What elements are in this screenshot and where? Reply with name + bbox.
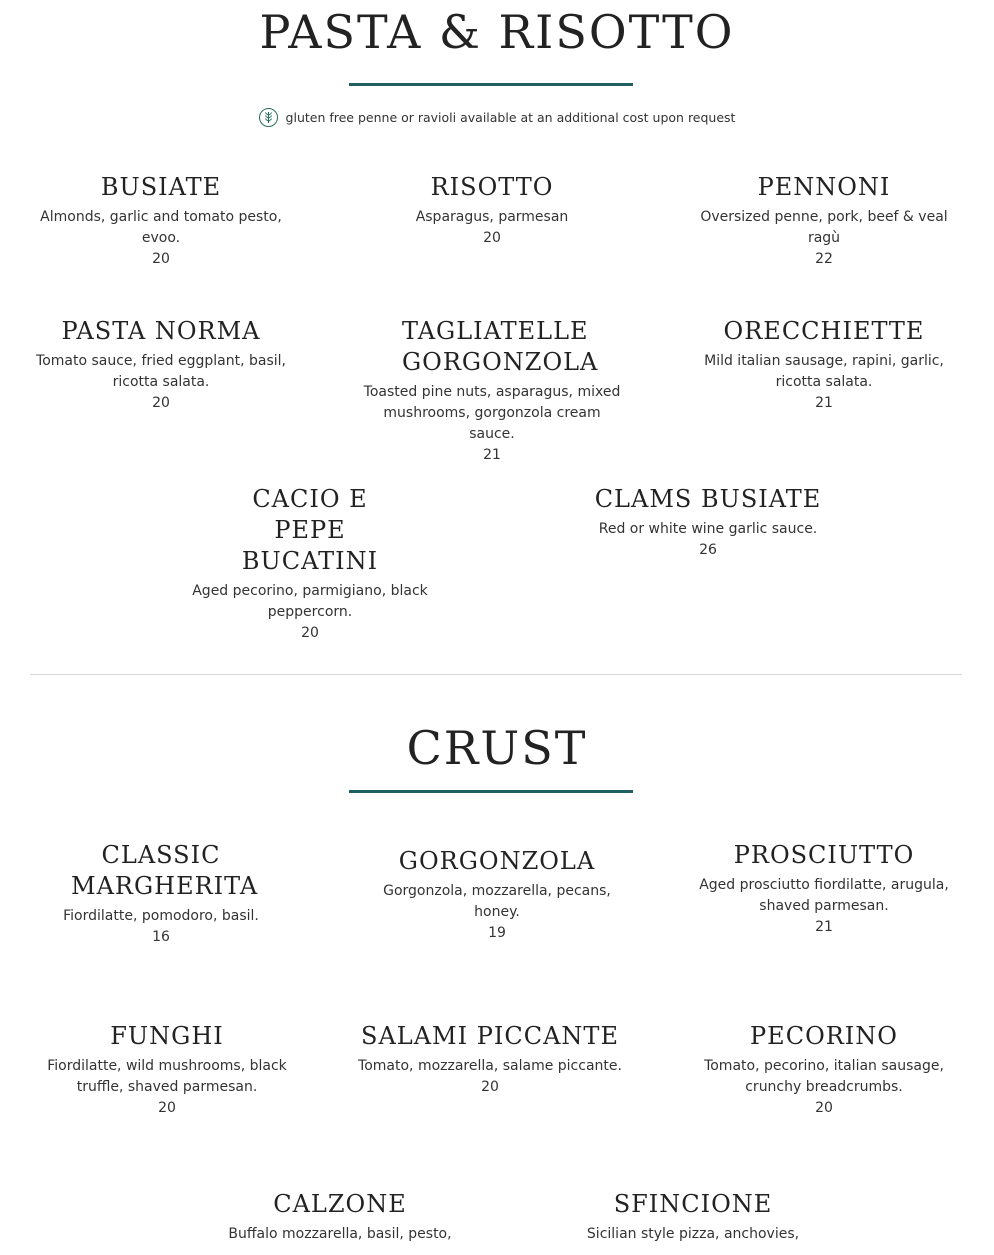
menu-item-prosciutto (689, 840, 959, 938)
gluten-free-note-text: gluten free penne or ravioli available at an additional cost upon request (285, 110, 736, 125)
item-price: 22 (815, 251, 833, 267)
item-name: BUSIATE (100, 173, 222, 201)
item-description: Tomato, mozzarella, salame piccante. (358, 1058, 622, 1074)
menu-item-risotto (362, 172, 622, 249)
item-name: TAGLIATELLE GORGONZOLA (402, 317, 599, 376)
menu-item-clams-busiate (578, 484, 838, 561)
item-name: PECORINO (750, 1022, 898, 1050)
menu-item-pasta-norma (31, 316, 291, 414)
item-price: 19 (488, 925, 506, 941)
item-name: CACIO E PEPE BUCATINI (241, 485, 379, 575)
crust-title-underline (349, 790, 633, 793)
item-name: RISOTTO (430, 173, 554, 201)
menu-item-funghi (37, 1021, 297, 1119)
item-description: Almonds, garlic and tomato pesto, evoo. (40, 209, 282, 246)
menu-item-cacio-e-pepe-bucatini (180, 484, 440, 644)
item-name: CALZONE (273, 1190, 407, 1218)
menu-item-calzone (210, 1189, 470, 1245)
item-description: Gorgonzola, mozzarella, pecans, honey. (383, 883, 611, 920)
item-price: 26 (699, 542, 717, 558)
menu-item-busiate (31, 172, 291, 270)
item-description: Sicilian style pizza, anchovies, (586, 1226, 800, 1242)
item-name: CLAMS BUSIATE (594, 485, 822, 513)
item-price: 21 (815, 395, 833, 411)
item-description: Toasted pine nuts, asparagus, mixed mushrooms, gorgonzola cream sauce. (363, 384, 621, 442)
section-divider (30, 674, 962, 675)
item-description: Red or white wine garlic sauce. (598, 521, 818, 537)
item-name: PENNONI (757, 173, 891, 201)
menu-item-pecorino (694, 1021, 954, 1119)
item-price: 20 (152, 395, 170, 411)
pasta-section-title: PASTA & RISOTTO (259, 5, 735, 59)
item-price: 16 (152, 929, 170, 945)
item-description: Buffalo mozzarella, basil, pesto, (228, 1226, 452, 1242)
menu-item-orecchiette (694, 316, 954, 414)
item-name: CLASSIC MARGHERITA (71, 841, 259, 900)
item-name: GORGONZOLA (398, 847, 596, 875)
item-name: ORECCHIETTE (723, 317, 925, 345)
item-description: Fiordilatte, pomodoro, basil. (63, 908, 259, 924)
item-price: 21 (815, 919, 833, 935)
item-name: SALAMI PICCANTE (361, 1022, 619, 1050)
item-description: Oversized penne, pork, beef & veal ragù (700, 209, 948, 246)
item-price: 20 (152, 251, 170, 267)
item-description: Mild italian sausage, rapini, garlic, ricotta salata. (704, 353, 944, 390)
menu-item-pennoni (694, 172, 954, 270)
item-price: 20 (158, 1100, 176, 1116)
item-name: PASTA NORMA (61, 317, 261, 345)
item-price: 20 (481, 1079, 499, 1095)
item-description: Aged prosciutto fiordilatte, arugula, shaved parmesan. (699, 877, 949, 914)
crust-section-title: CRUST (406, 721, 588, 775)
item-name: PROSCIUTTO (733, 841, 915, 869)
item-price: 20 (301, 625, 319, 641)
item-description: Tomato sauce, fried eggplant, basil, ricotta salata. (36, 353, 286, 390)
pasta-title-underline (349, 83, 633, 86)
menu-item-sfincione (563, 1189, 823, 1245)
item-price: 20 (815, 1100, 833, 1116)
item-name: FUNGHI (110, 1022, 224, 1050)
item-description: Fiordilatte, wild mushrooms, black truffle, shaved parmesan. (47, 1058, 287, 1095)
menu-item-classic-margherita (31, 840, 291, 948)
menu-item-gorgonzola (367, 846, 627, 944)
gluten-free-note (0, 108, 994, 127)
item-description: Tomato, pecorino, italian sausage, crunchy breadcrumbs. (704, 1058, 944, 1095)
item-name: SFINCIONE (613, 1190, 773, 1218)
item-price: 21 (483, 447, 501, 463)
wheat-leaf-icon (259, 108, 278, 127)
item-description: Asparagus, parmesan (415, 209, 569, 225)
item-price: 20 (483, 230, 501, 246)
item-description: Aged pecorino, parmigiano, black peppercorn. (192, 583, 428, 620)
menu-item-tagliatelle-gorgonzola (362, 316, 622, 466)
menu-item-salami-piccante (350, 1021, 630, 1098)
